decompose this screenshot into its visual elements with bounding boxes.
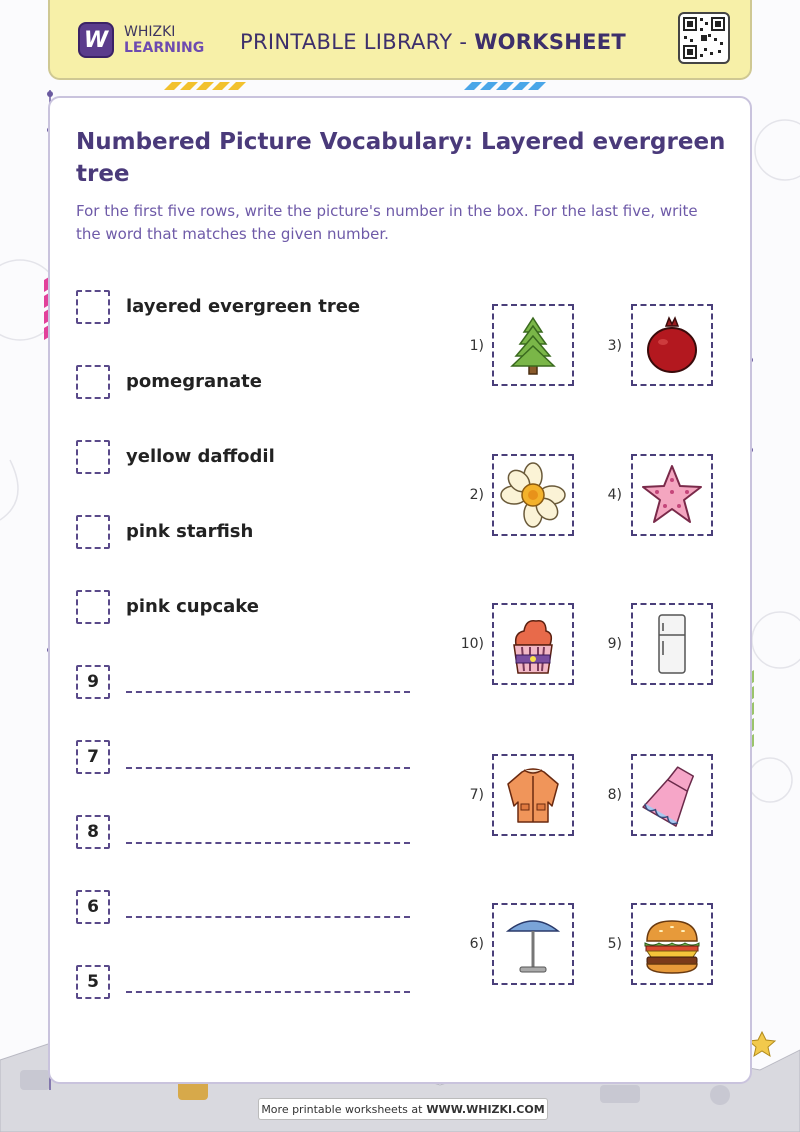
picture-label-10: 5) xyxy=(607,936,622,952)
word-2: pomegranate xyxy=(126,371,262,392)
picture-box-7 xyxy=(492,754,574,836)
header-title xyxy=(240,30,626,54)
picture-box-8 xyxy=(631,754,713,836)
header-banner xyxy=(48,0,752,80)
answer-box-2[interactable] xyxy=(76,365,110,399)
picture-label-9: 6) xyxy=(469,936,484,952)
picture-label-5: 10) xyxy=(460,636,484,652)
footer-link[interactable]: WWW.WHIZKI.COM xyxy=(426,1102,545,1116)
brand-bottom-text: LEARNING xyxy=(124,40,205,56)
evergreen-tree-icon xyxy=(500,312,566,378)
word-4: pink starfish xyxy=(126,521,254,542)
word-3: yellow daffodil xyxy=(126,446,275,467)
number-box-2: 7 xyxy=(76,740,110,774)
picture-label-1: 1) xyxy=(469,338,484,354)
header-stripes-decoration xyxy=(160,80,560,92)
write-line-4[interactable] xyxy=(126,916,410,918)
write-line-3[interactable] xyxy=(126,842,410,844)
number-box-3: 8 xyxy=(76,815,110,849)
picture-label-3: 2) xyxy=(469,487,484,503)
picture-box-9 xyxy=(492,903,574,985)
refrigerator-icon xyxy=(639,611,705,677)
hamburger-icon xyxy=(639,911,705,977)
picture-box-3 xyxy=(492,454,574,536)
answer-box-4[interactable] xyxy=(76,515,110,549)
picture-box-4 xyxy=(631,454,713,536)
write-line-1[interactable] xyxy=(126,691,410,693)
picture-box-10 xyxy=(631,903,713,985)
footer-text: More printable worksheets at xyxy=(261,1102,423,1116)
qr-code-icon xyxy=(678,12,730,64)
jacket-icon xyxy=(500,762,566,828)
picture-label-6: 9) xyxy=(607,636,622,652)
number-box-1: 9 xyxy=(76,665,110,699)
header-title-prefix: PRINTABLE LIBRARY - xyxy=(240,30,475,54)
pink-dress-icon xyxy=(639,762,705,828)
word-5: pink cupcake xyxy=(126,596,259,617)
number-box-5: 5 xyxy=(76,965,110,999)
picture-box-5 xyxy=(492,603,574,685)
picture-label-4: 4) xyxy=(607,487,622,503)
picture-box-1 xyxy=(492,304,574,386)
patio-umbrella-icon xyxy=(500,911,566,977)
write-line-5[interactable] xyxy=(126,991,410,993)
answer-box-5[interactable] xyxy=(76,590,110,624)
worksheet-title: Numbered Picture Vocabulary: Layered evergreen tree xyxy=(76,129,726,187)
picture-box-2 xyxy=(631,304,713,386)
write-line-2[interactable] xyxy=(126,767,410,769)
word-1: layered evergreen tree xyxy=(126,296,361,317)
picture-box-6 xyxy=(631,603,713,685)
answer-box-3[interactable] xyxy=(76,440,110,474)
daffodil-icon xyxy=(500,462,566,528)
picture-label-8: 8) xyxy=(607,787,622,803)
answer-box-1[interactable] xyxy=(76,290,110,324)
number-box-4: 6 xyxy=(76,890,110,924)
starfish-icon xyxy=(639,462,705,528)
cupcake-icon xyxy=(500,611,566,677)
brand-name xyxy=(124,24,204,56)
pomegranate-icon xyxy=(639,312,705,378)
picture-label-2: 3) xyxy=(607,338,622,354)
picture-label-7: 7) xyxy=(469,787,484,803)
header-title-strong: WORKSHEET xyxy=(474,30,627,54)
brand-top-text: WHIZKI xyxy=(124,24,176,40)
whizki-logo-icon: W xyxy=(78,22,114,58)
footer-banner xyxy=(258,1098,548,1120)
worksheet-instructions: For the first five rows, write the picture's number in the box. For the last five, write the word that matches the given number. xyxy=(76,202,698,243)
